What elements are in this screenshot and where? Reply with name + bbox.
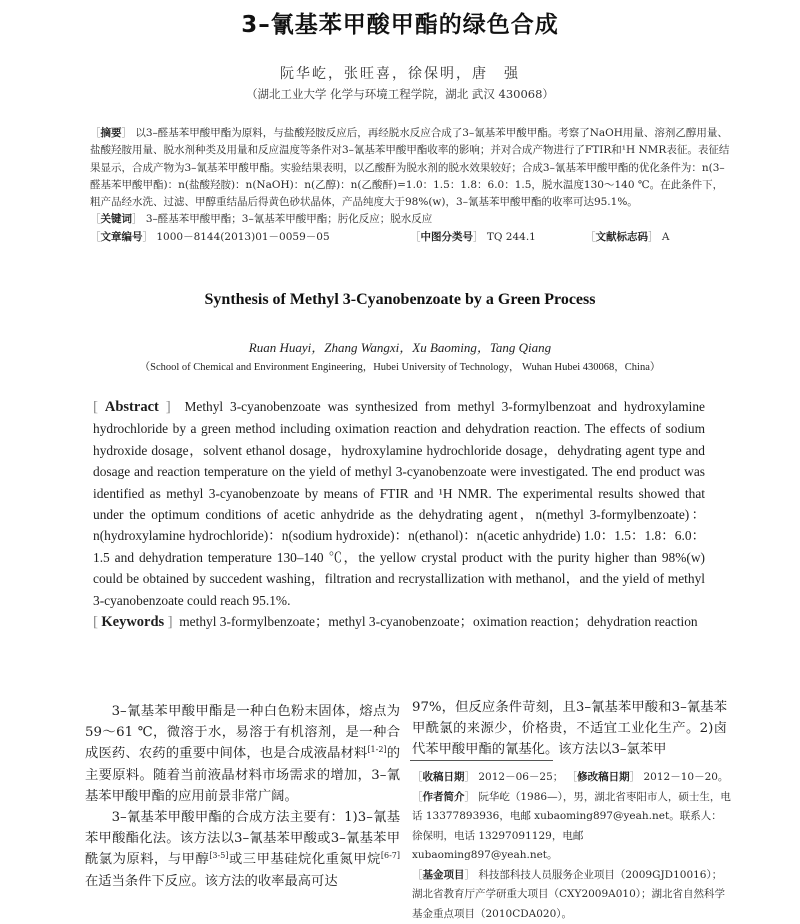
article-number: ［文章编号］ 1000－8144(2013)01－0059－05 bbox=[90, 229, 410, 246]
abstract-cn-text: 以3–醛基苯甲酸甲酯为原料，与盐酸羟胺反应后，再经脱水反应合成了3–氰基苯甲酸甲酯。考察了NaOH用量、溶剂乙醇用量、盐酸羟胺用量、脱水剂种类及用量和反应温度等条件对3–氰基苯甲酸甲酯收率的影响；并对合成产物进行了FTIR和¹H NMR表征。表征结果显示，合成产物为3–氰基苯甲酸甲酯。实验结果表明，以乙酸酐为脱水剂的脱水效果较好；合成3–氰基苯甲酸甲酯的优化条件为：n(3–醛基苯甲酸甲酯)：n(盐酸羟胺)：n(NaOH)：n(乙醇)：n(乙酸酐)=1.0：1.5：1.8：6.0：1.5，脱水温度130～140 ℃。在此条件下，粗产品经水洗、过滤、甲醇重结晶后得黄色砂状晶体，产品纯度大于98%(w)，3–氰基苯甲酸甲酯的收率可达95.1%。 bbox=[90, 127, 729, 208]
citation[interactable]: [1-2] bbox=[367, 745, 386, 754]
footnote-fund: ［基金项目］ 科技部科技人员服务企业项目（2009GJD10016）；湖北省教育厅产学研重大项目（CXY2009A010）；湖北省自然科学基金重点项目（2010CDA020）。 bbox=[412, 866, 732, 924]
title-cn: 3–氰基苯甲酸甲酯的绿色合成 bbox=[0, 6, 800, 39]
document-code: ［文献标志码］ A bbox=[585, 229, 669, 246]
clc-number: ［中图分类号］ TQ 244.1 bbox=[410, 229, 585, 246]
authors-en: Ruan Huayi，Zhang Wangxi，Xu Baoming，Tang Qiang bbox=[0, 337, 800, 356]
footnote-divider bbox=[410, 760, 553, 761]
footnotes bbox=[412, 768, 732, 924]
footnote-author: ［作者简介］ 阮华屹（1986—），男，湖北省枣阳市人，硕士生，电话 13377893936，电邮 xubaoming897@yeah.net。联系人：徐保明，电话 13297091129，电邮 xubaoming897@yeah.net。 bbox=[412, 788, 732, 866]
keywords-cn-text: 3–醛基苯甲酸甲酯；3–氰基苯甲酸甲酯；肟化反应；脱水反应 bbox=[146, 213, 432, 225]
affiliation-en: （School of Chemical and Environment Engineering，Hubei University of Technology， Wuhan Hubei 430068，China） bbox=[0, 359, 800, 374]
abstract-cn-label: ［摘要］ bbox=[90, 127, 132, 139]
keywords-en-label: Keywords bbox=[101, 614, 164, 630]
affiliation-cn: （湖北工业大学 化学与环境工程学院，湖北 武汉 430068） bbox=[0, 86, 800, 102]
body-paragraph: 3–氰基苯甲酸甲酯是一种白色粉末固体，熔点为59～61 ℃，微溶于水，易溶于有机溶剂，是一种合成医药、农药的重要中间体，也是合成液晶材料[1-2]的主要原料。随着当前液晶材料市场需求的增加，3–氰基苯甲酸甲酯的应用前景非常广阔。 bbox=[85, 701, 400, 807]
body-right-column bbox=[412, 697, 727, 761]
abstract-cn bbox=[90, 125, 730, 211]
abstract-en-block bbox=[93, 396, 705, 633]
citation[interactable]: [3-5] bbox=[209, 851, 228, 860]
body-paragraph: 97%，但反应条件苛刻，且3–氰基苯甲酸和3–氰基苯甲酰氯的来源少，价格贵，不适宜工业化生产。2)卤代苯甲酸甲酯的氰基化。该方法以3–氯苯甲 bbox=[412, 697, 727, 761]
abstract-en-text: Methyl 3-cyanobenzoate was synthesized from methyl 3-formylbenzoat and hydroxylamine hydrochloride by a green method including oximation reaction and dehydration reaction. The effects of sodium hydroxide dosage，solvent ethanol dosage，hydroxylamine hydrochloride dosage，dehydrating agent type and dosage and reaction temperature on the yield of methyl 3-cyanobenzoate were investigated. The end product was identified as methyl 3-cyanobenzoate by means of FTIR and ¹H NMR. The experimental results showed that under the optimum conditions of acetic anhydride as the dehydrating agent，n(methyl 3-formylbenzoate)：n(hydroxylamine hydrochloride)：n(sodium hydroxide)：n(ethanol)：n(acetic anhydride) 1.0：1.5：1.8：6.0：1.5 and dehydration temperature 130–140 ℃，the yellow crystal product with the purity higher than 98%(w) could be obtained by succedent washing，filtration and recrystallization with methanol，and the yield of methyl 3-cyanobenzoate could reach 95.1%. bbox=[93, 399, 705, 608]
abstract-cn-block bbox=[90, 125, 730, 246]
body-left-column bbox=[85, 701, 400, 892]
citation[interactable]: [6-7] bbox=[381, 851, 400, 860]
abstract-en-label: Abstract bbox=[105, 399, 159, 415]
keywords-en: [ Keywords ] methyl 3-formylbenzoate；methyl 3-cyanobenzoate；oximation reaction；dehydration reaction bbox=[93, 611, 705, 633]
body-paragraph: 3–氰基苯甲酸甲酯的合成方法主要有：1)3–氰基苯甲酸酯化法。该方法以3–氰基苯甲酸或3–氰基苯甲酰氯为原料，与甲醇[3-5]或三甲基硅烷化重氮甲烷[6-7]在适当条件下反应。该方法的收率最高可达 bbox=[85, 807, 400, 892]
title-en: Synthesis of Methyl 3-Cyanobenzoate by a Green Process bbox=[0, 291, 800, 309]
keywords-cn bbox=[90, 211, 730, 228]
keywords-cn-label: ［关键词］ bbox=[90, 213, 143, 225]
abstract-en: [ Abstract ] Methyl 3-cyanobenzoate was synthesized from methyl 3-formylbenzoat and hydroxylamine hydrochloride by a green method including oximation reaction and dehydration reaction. The effects of sodium hydroxide dosage，solvent ethanol dosage，hydroxylamine hydrochloride dosage，dehydrating agent type and dosage and reaction temperature on the yield of methyl 3-cyanobenzoate were investigated. The end product was identified as methyl 3-cyanobenzoate by means of FTIR and ¹H NMR. The experimental results showed that under the optimum conditions of acetic anhydride as the dehydrating agent，n(methyl 3-formylbenzoate)：n(hydroxylamine hydrochloride)：n(sodium hydroxide)：n(ethanol)：n(acetic anhydride) 1.0：1.5：1.8：6.0：1.5 and dehydration temperature 130–140 ℃，the yellow crystal product with the purity higher than 98%(w) could be obtained by succedent washing，filtration and recrystallization with methanol，and the yield of methyl 3-cyanobenzoate could reach 95.1%. bbox=[93, 396, 705, 611]
keywords-en-text: methyl 3-formylbenzoate；methyl 3-cyanobenzoate；oximation reaction；dehydration reaction bbox=[179, 614, 697, 629]
article-meta-row bbox=[90, 229, 730, 246]
footnote-dates: ［收稿日期］ 2012－06－25； ［修改稿日期］ 2012－10－20。 bbox=[412, 768, 732, 788]
authors-cn: 阮华屹，张旺喜，徐保明，唐 强 bbox=[0, 63, 800, 83]
